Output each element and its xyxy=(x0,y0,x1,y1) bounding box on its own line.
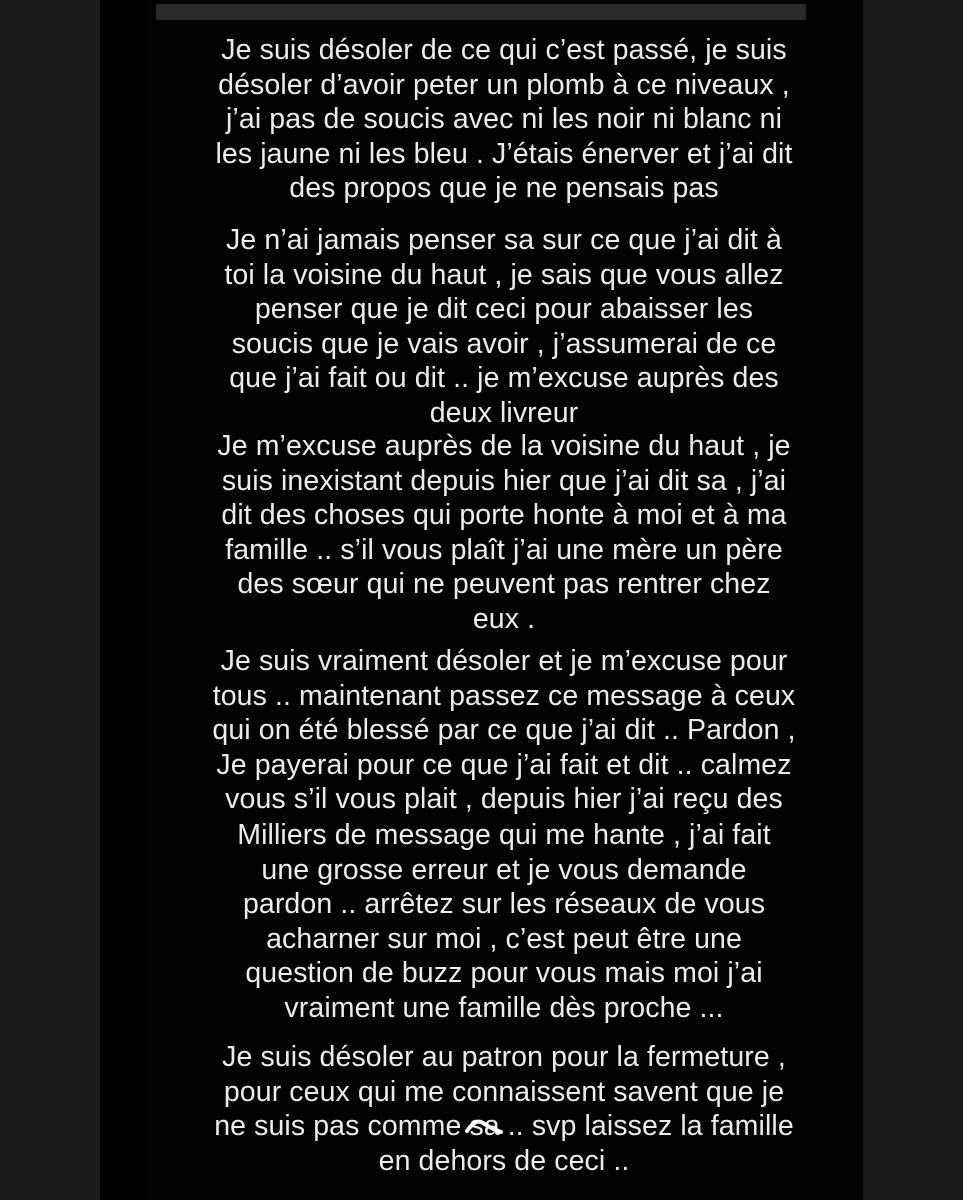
text-line: vraiment une famille dès proche ... xyxy=(284,991,724,1024)
text-line: pour ceux qui me connaissent savent que je xyxy=(223,1075,785,1108)
text-line: deux livreur xyxy=(429,396,579,429)
story-paragraph xyxy=(148,1040,860,1178)
text-line: eux . xyxy=(472,602,536,635)
text-line: qui on été blessé par ce que j’ai dit .. Pardon , xyxy=(212,714,796,746)
scribble-mark-icon xyxy=(464,1114,504,1136)
text-line: question de buzz pour vous mais moi j’ai xyxy=(245,957,763,989)
text-line: soucis que je vais avoir , j’assumerai de ce xyxy=(231,327,777,360)
story-progress-bar xyxy=(156,4,806,20)
text-line: pardon .. arrêtez sur les réseaux de vous xyxy=(242,888,766,920)
text-line: Je m’excuse auprès de la voisine du haut , je xyxy=(217,430,791,462)
text-line: Je suis vraiment désoler et je m’excuse pour xyxy=(220,645,788,677)
story-frame[interactable] xyxy=(148,0,860,1200)
text-line: dit des choses qui porte honte à moi et à ma xyxy=(221,499,787,531)
text-line: Je suis désoler de ce qui c’est passé, je suis xyxy=(221,34,787,66)
text-line: acharner sur moi , c’est peut être une xyxy=(266,922,742,955)
text-line: une grosse erreur et je vous demande xyxy=(261,853,747,886)
text-line: que j’ai fait ou dit .. je m’excuse auprès des xyxy=(229,362,779,394)
story-paragraph xyxy=(148,818,860,1025)
text-line: les jaune ni les bleu . J’étais énerver et j’ai dit xyxy=(215,137,793,170)
text-line: Je payerai pour ce que j’ai fait et dit .. calmez xyxy=(216,748,792,781)
text-line: des sœur qui ne peuvent pas rentrer chez xyxy=(237,568,771,600)
text-line: Je suis désoler au patron pour la fermeture , xyxy=(222,1041,786,1073)
text-line: ne suis pas comme sa .. svp laissez la famille xyxy=(214,1110,794,1142)
text-line: en dehors de ceci .. xyxy=(378,1144,630,1177)
story-paragraph xyxy=(148,223,860,430)
text-line: désoler d’avoir peter un plomb à ce niveaux , xyxy=(218,68,790,101)
text-line: tous .. maintenant passez ce message à ceux xyxy=(212,679,796,712)
text-line: famille .. s’il vous plaît j’ai une mère un père xyxy=(225,533,783,566)
text-line: suis inexistant depuis hier que j’ai dit sa , j’ai xyxy=(221,464,787,497)
story-paragraph xyxy=(148,429,860,636)
story-paragraph xyxy=(148,33,860,206)
next-story-panel[interactable] xyxy=(863,0,963,1200)
text-line: penser que je dit ceci pour abaisser les xyxy=(254,293,754,325)
text-line: Je n’ai jamais penser sa sur ce que j’ai dit à xyxy=(226,224,782,256)
text-line: des propos que je ne pensais pas xyxy=(289,172,719,204)
previous-story-panel[interactable] xyxy=(0,0,100,1200)
text-line: j’ai pas de soucis avec ni les noir ni blanc ni xyxy=(226,103,782,135)
text-line: toi la voisine du haut , je sais que vous allez xyxy=(224,258,784,291)
text-line: vous s’il vous plait , depuis hier j’ai reçu des xyxy=(225,783,783,815)
text-line: Milliers de message qui me hante , j’ai fait xyxy=(237,819,771,851)
story-paragraph xyxy=(148,644,860,817)
